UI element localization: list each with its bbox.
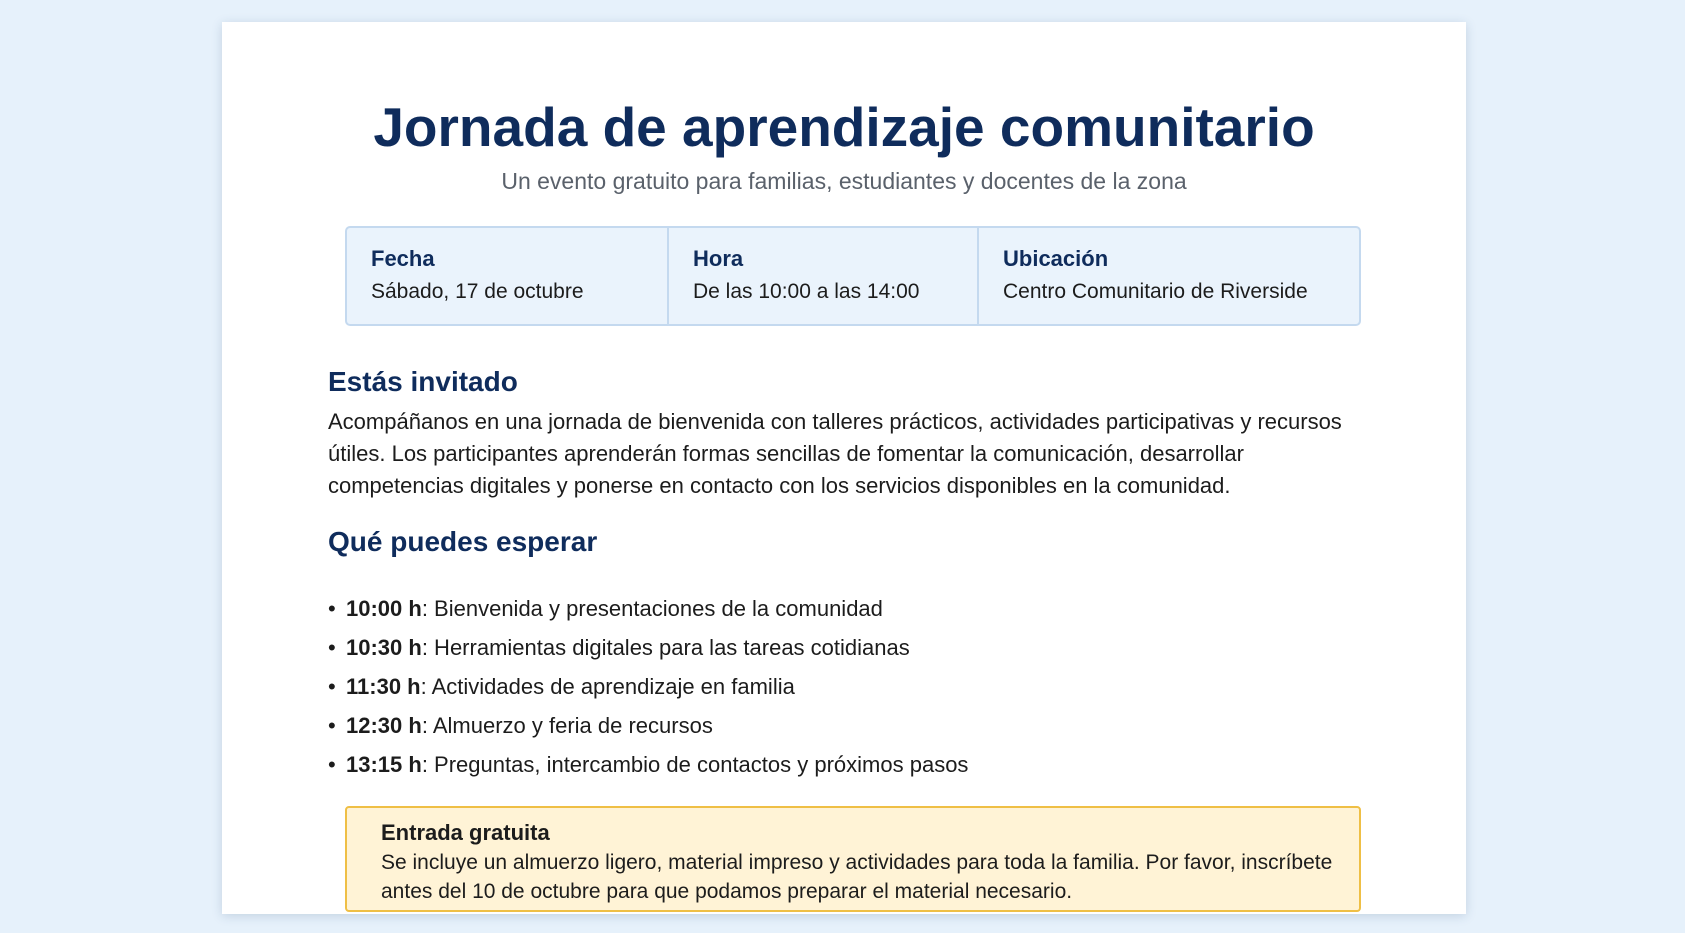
schedule-time: 10:30 h	[346, 635, 422, 660]
info-time-label: Hora	[693, 246, 744, 271]
info-time	[669, 228, 979, 324]
schedule-text: : Preguntas, intercambio de contactos y próximos pasos	[421, 752, 969, 777]
schedule-item	[328, 706, 968, 745]
schedule-list	[328, 589, 968, 784]
free-entry-notice	[345, 806, 1361, 912]
schedule-text: : Herramientas digitales para las tareas cotidianas	[421, 635, 910, 660]
notice-text: Se incluye un almuerzo ligero, material impreso y actividades para toda la familia. Por favor, inscríbete antes del 10 de octubre para que podamos preparar el material necesario.	[381, 851, 1333, 903]
schedule-text: : Bienvenida y presentaciones de la comunidad	[421, 596, 883, 621]
schedule-time: 13:15 h	[346, 752, 422, 777]
info-location-label: Ubicación	[1003, 246, 1109, 271]
schedule-time: 10:00 h	[346, 596, 422, 621]
schedule-item	[328, 589, 968, 628]
schedule-item	[328, 745, 968, 784]
info-location-value: Centro Comunitario de Riverside	[1003, 280, 1308, 303]
info-date-label: Fecha	[371, 246, 435, 271]
info-date-value: Sábado, 17 de octubre	[371, 280, 584, 303]
schedule-text: : Almuerzo y feria de recursos	[421, 713, 713, 738]
info-time-value: De las 10:00 a las 14:00	[693, 280, 920, 303]
notice-title: Entrada gratuita	[381, 820, 550, 845]
schedule-time: 11:30 h	[346, 674, 421, 699]
schedule-item	[328, 667, 968, 706]
invite-text: Acompáñanos en una jornada de bienvenida con talleres prácticos, actividades participativas y recursos útiles. Los participantes aprenderán formas sencillas de fomentar la comunicación, desarrollar competencias digitales y ponerse en contacto con los servicios disponibles en la comunidad.	[328, 409, 1342, 498]
info-date	[347, 228, 669, 324]
invite-heading: Estás invitado	[328, 366, 518, 397]
schedule-item	[328, 628, 968, 667]
event-info-box	[345, 226, 1361, 326]
page-title: Jornada de aprendizaje comunitario	[373, 96, 1315, 158]
schedule-text: : Actividades de aprendizaje en familia	[420, 674, 795, 699]
flyer-page	[222, 22, 1466, 914]
page-subtitle: Un evento gratuito para familias, estudiantes y docentes de la zona	[501, 168, 1187, 194]
schedule-heading: Qué puedes esperar	[328, 526, 598, 557]
schedule-time: 12:30 h	[346, 713, 422, 738]
info-location	[979, 228, 1359, 324]
